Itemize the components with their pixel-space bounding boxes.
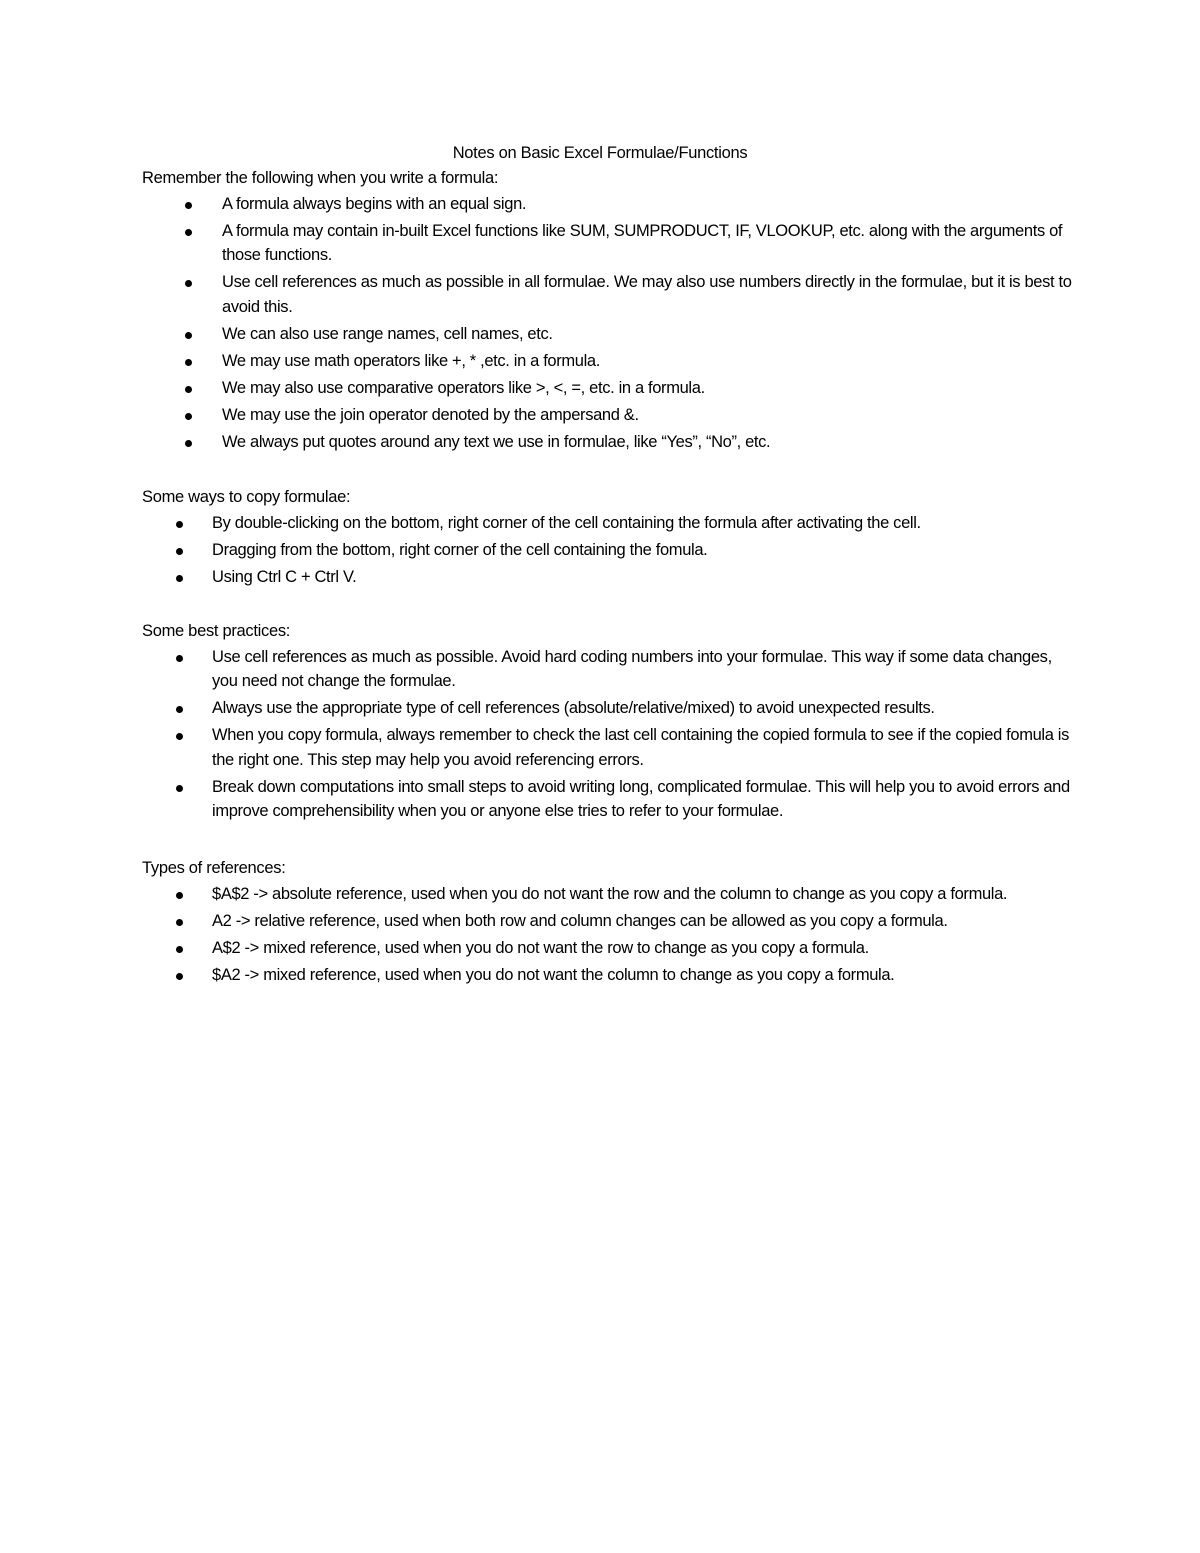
section-reference-types xyxy=(142,857,1072,987)
bullet-icon xyxy=(185,202,192,209)
list-item-text: We always put quotes around any text we use in formulae, like “Yes”, “No”, etc. xyxy=(222,432,771,451)
list-item xyxy=(142,538,1072,563)
list-item xyxy=(142,322,1072,347)
list-item-text: We can also use range names, cell names, etc. xyxy=(222,324,553,343)
bullet-icon xyxy=(176,733,183,740)
list-item xyxy=(142,349,1072,374)
section-heading: Remember the following when you write a formula: xyxy=(142,169,499,187)
section-writing-formulas xyxy=(142,167,1072,454)
list-item xyxy=(142,430,1072,455)
list-item xyxy=(142,376,1072,401)
list-item xyxy=(142,936,1072,961)
section-copy-formulae xyxy=(142,486,1072,589)
list-item-text: We may use the join operator denoted by the ampersand &. xyxy=(222,405,639,424)
list-item xyxy=(142,909,1072,934)
bullet-icon xyxy=(176,706,183,713)
bullet-icon xyxy=(185,229,192,236)
section-heading: Some best practices: xyxy=(142,622,291,640)
list-item xyxy=(142,723,1072,772)
list-item-text: $A$2 -> absolute reference, used when you do not want the row and the column to change as you copy a formula. xyxy=(212,884,1008,903)
list-item xyxy=(142,775,1072,824)
list-item-text: When you copy formula, always remember to check the last cell containing the copied formula to see if the copied fomula is the right one. This step may help you avoid referencing errors. xyxy=(212,726,1070,769)
list-item-text: Use cell references as much as possible. Avoid hard coding numbers into your formulae. This way if some data changes, you need not change the formulae. xyxy=(212,647,1052,690)
bullet-icon xyxy=(176,973,183,980)
bullet-icon xyxy=(176,892,183,899)
list-item-text: A$2 -> mixed reference, used when you do not want the row to change as you copy a formula. xyxy=(212,938,869,957)
bullet-icon xyxy=(176,946,183,953)
bullet-list xyxy=(142,511,1072,590)
section-best-practices xyxy=(142,620,1072,824)
bullet-icon xyxy=(176,785,183,792)
list-item-text: Break down computations into small steps to avoid writing long, complicated formulae. This will help you to avoid errors and improve comprehensibility when you or anyone else tries to refer to your formulae. xyxy=(212,777,1070,820)
bullet-icon xyxy=(185,359,192,366)
list-item-text: $A2 -> mixed reference, used when you do not want the column to change as you copy a formula. xyxy=(212,965,895,984)
bullet-icon xyxy=(176,655,183,662)
bullet-icon xyxy=(185,413,192,420)
bullet-list xyxy=(142,645,1072,824)
bullet-icon xyxy=(185,440,192,447)
bullet-list xyxy=(142,882,1072,988)
list-item xyxy=(142,645,1072,694)
list-item-text: Dragging from the bottom, right corner of the cell containing the fomula. xyxy=(212,540,708,559)
list-item xyxy=(142,403,1072,428)
list-item xyxy=(142,270,1072,319)
bullet-icon xyxy=(185,280,192,287)
list-item-text: We may use math operators like +, * ,etc. in a formula. xyxy=(222,351,600,370)
list-item-text: Always use the appropriate type of cell references (absolute/relative/mixed) to avoid unexpected results. xyxy=(212,699,935,717)
list-item-text: A formula may contain in-built Excel functions like SUM, SUMPRODUCT, IF, VLOOKUP, etc. along with the arguments of those functions. xyxy=(222,221,1063,264)
bullet-icon xyxy=(176,548,183,555)
bullet-icon xyxy=(185,332,192,339)
list-item xyxy=(142,963,1072,988)
list-item xyxy=(142,219,1072,268)
bullet-icon xyxy=(176,575,183,582)
list-item-text: We may also use comparative operators like >, <, =, etc. in a formula. xyxy=(222,378,705,397)
list-item-text: By double-clicking on the bottom, right corner of the cell containing the formula after activating the cell. xyxy=(212,513,921,532)
bullet-icon xyxy=(185,386,192,393)
bullet-icon xyxy=(176,521,183,528)
list-item-text: Using Ctrl C + Ctrl V. xyxy=(212,567,357,586)
page-title: Notes on Basic Excel Formulae/Functions xyxy=(452,144,748,162)
bullet-list xyxy=(142,192,1072,455)
list-item-text: A formula always begins with an equal sign. xyxy=(222,194,527,213)
list-item-text: A2 -> relative reference, used when both row and column changes can be allowed as you copy a formula. xyxy=(212,911,948,930)
section-heading: Some ways to copy formulae: xyxy=(142,488,351,506)
list-item-text: Use cell references as much as possible in all formulae. We may also use numbers directly in the formulae, but it is best to avoid this. xyxy=(222,273,1072,316)
list-item xyxy=(142,696,1072,721)
bullet-icon xyxy=(176,919,183,926)
list-item xyxy=(142,511,1072,536)
section-heading: Types of references: xyxy=(142,859,286,877)
list-item xyxy=(142,192,1072,217)
list-item xyxy=(142,565,1072,590)
list-item xyxy=(142,882,1072,907)
